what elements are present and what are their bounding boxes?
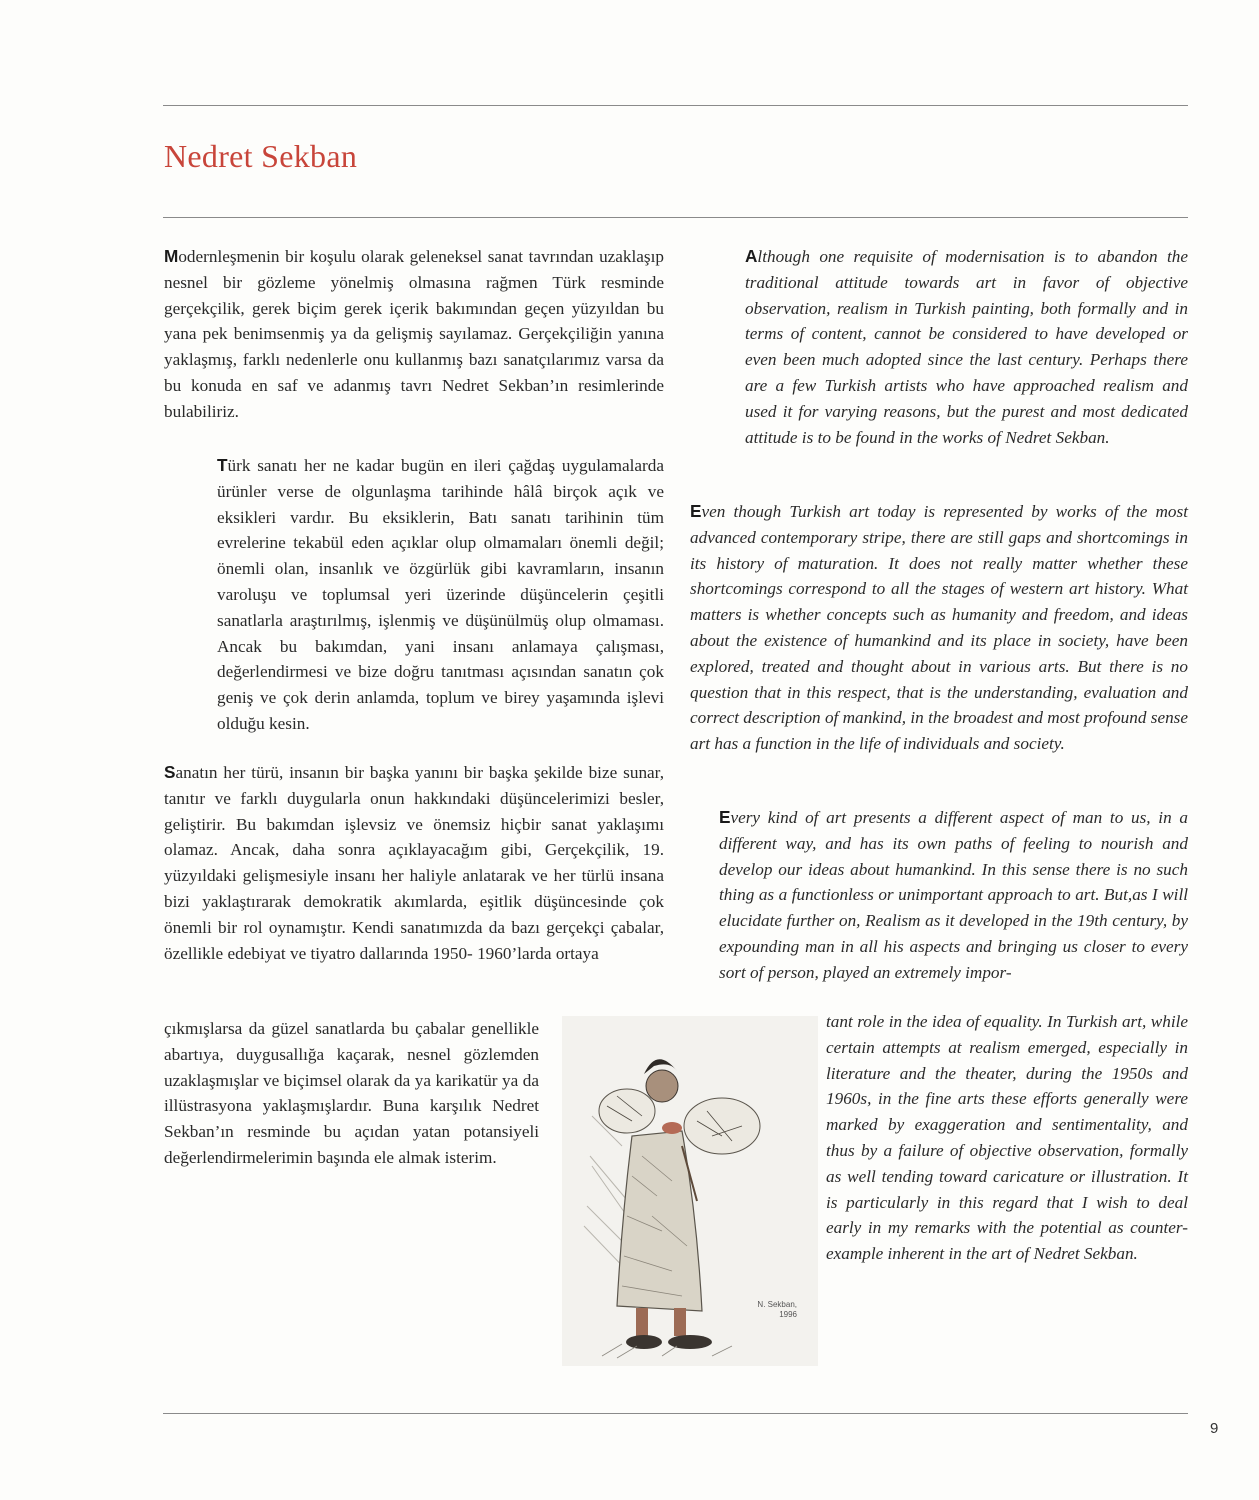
paragraph-text: lthough one requisite of modernisation is to abandon the traditional attitude towards art in favor of objective observation, realism in Turkish painting, both formally and in terms of content, cannot be considered to have developed or even been much adopted since the last century. Perhaps there are a few Turkish artists who have approached realism and used it for varying reasons, but the purest and most dedicated attitude is to be found in the works of Nedret Sekban. [745,247,1188,447]
artist-signature [749,1300,797,1320]
dropcap: T [217,455,228,475]
english-paragraph-3 [719,805,1188,986]
page-number: 9 [1210,1420,1219,1437]
paragraph-text: odernleşmenin bir koşulu olarak geleneksel sanat tavrından uzaklaşıp nesnel bir gözleme yönelmiş olmasına rağmen Türk resminde gerçekçilik, gerek biçim gerek içerik bakımından geçen yüzyıldan bu yana pek benimsenmiş ya da gelişmiş sayılamaz. Gerçekçiliğin yanına yaklaşmış, farklı nedenlerle onu kullanmış bazı sanatçılarımız varsa da bu konuda en saf ve adanmış tavrı Nedret Sekban’ın resimlerinde bulabiliriz. [164,247,664,421]
english-paragraph-2 [690,499,1188,757]
paragraph-text: çıkmışlarsa da güzel sanatlarda bu çabalar genellikle abartıya, duygusallığa kaçarak, nesnel gözlemden uzaklaşmışlar ve biçimsel olarak da ya karikatür ya da illüstrasyona yaklaşmışlardır. Buna karşılık Nedret Sekban’ın resminde bu açıdan yatan potansiyeli değerlendirmelerimin başında ele almak isterim. [164,1019,539,1167]
top-rule [163,105,1188,106]
dropcap: S [164,762,176,782]
paragraph-text: anatın her türü, insanın bir başka yanını bir başka şekilde bize sunar, tanıtır ve farklı duygularla onun hakkındaki düşüncelerimizi besler, geliştirir. Bu bakımdan işlevsiz ve önemsiz hiçbir sanat yaklaşımı olamaz. Ancak, daha sonra açıklayacağım gibi, Gerçekçilik, 19. yüzyıldaki gelişmesiyle insanı her haliyle anlatarak ve her türlü insana bizi yaklaştırarak demokratik akımlarda, eşitlik düşüncesinde çok önemli bir rol oynamıştır. Kendi sanatımızda da bazı gerçekçi çabalar, özellikle edebiyat ve tiyatro dallarında 1950- 1960’larda ortaya [164,763,664,963]
turkish-paragraph-3-continued [164,1016,539,1171]
page-title: Nedret Sekban [164,138,358,174]
signature-name: N. Sekban, [757,1300,797,1309]
dropcap: M [164,246,179,266]
bottom-rule [163,1413,1188,1414]
signature-year: 1996 [779,1310,797,1319]
english-paragraph-3-continued [826,1009,1188,1267]
paragraph-text: tant role in the idea of equality. In Turkish art, while certain attempts at realism emerged, especially in literature and the theater, during the 1950s and 1960s, in the fine arts these efforts generally were marked by exaggeration and sentimentality, and thus by a failure of objective observation, formally as well tending toward caricature or illustration. It is particularly in this regard that I wish to deal early in my remarks with the potential as counter-example inherent in the art of Nedret Sekban. [826,1012,1188,1264]
title-underline-rule [163,217,1188,218]
turkish-paragraph-2 [217,453,664,737]
paragraph-text: very kind of art presents a different aspect of man to us, in a different way, and has its own paths of feeling to nourish and develop our ideas about humankind. In this sense there is no such thing as a functionless or unimportant approach to art. But,as I will elucidate further on, Realism as it developed in the 19th century, by expounding man in all his aspects and bringing us closer to every sort of person, played an extremely impor- [719,808,1188,982]
dropcap: E [690,501,702,521]
turkish-paragraph-3 [164,760,664,966]
dropcap: A [745,246,758,266]
paragraph-text: ven though Turkish art today is represented by works of the most advanced contemporary stripe, there are still gaps and shortcomings in its history of maturation. It does not really matter whether these shortcomings correspond to all the stages of western art history. What matters is whether concepts such as humanity and freedom, and ideas about the existence of humankind and its place in society, have been explored, treated and thought about in various arts. But there is no question that in this respect, that is the understanding, evaluation and correct description of mankind, in the broadest and most profound sense art has a function in the life of individuals and society. [690,502,1188,754]
turkish-paragraph-1 [164,244,664,425]
dropcap: E [719,807,731,827]
english-paragraph-1 [745,244,1188,450]
paragraph-text: ürk sanatı her ne kadar bugün en ileri çağdaş uygulamalarda ürünler verse de olgunlaşma tarihinde hâlâ birçok açık ve eksikleri vardır. Bu eksiklerin, Batı sanatı tarihinin tüm evrelerine tekabül eden açıklar olup olmamaları önemli değil; önemli olan, insanlık ve özgürlük gibi kavramların, insanın varoluşu ve toplumsal yeri üzerinde düşüncelerin çeşitli sanatlarla araştırılmış, işlenmiş ve düşünülmüş olup olmaması. Ancak bu bakımdan, yani insanı anlamaya çalışması, değerlendirmesi ve bize doğru tanıtması açısından sanatın çok geniş ve çok derin anlamda, toplum ve birey yaşamında işlevi olduğu kesin. [217,456,664,733]
